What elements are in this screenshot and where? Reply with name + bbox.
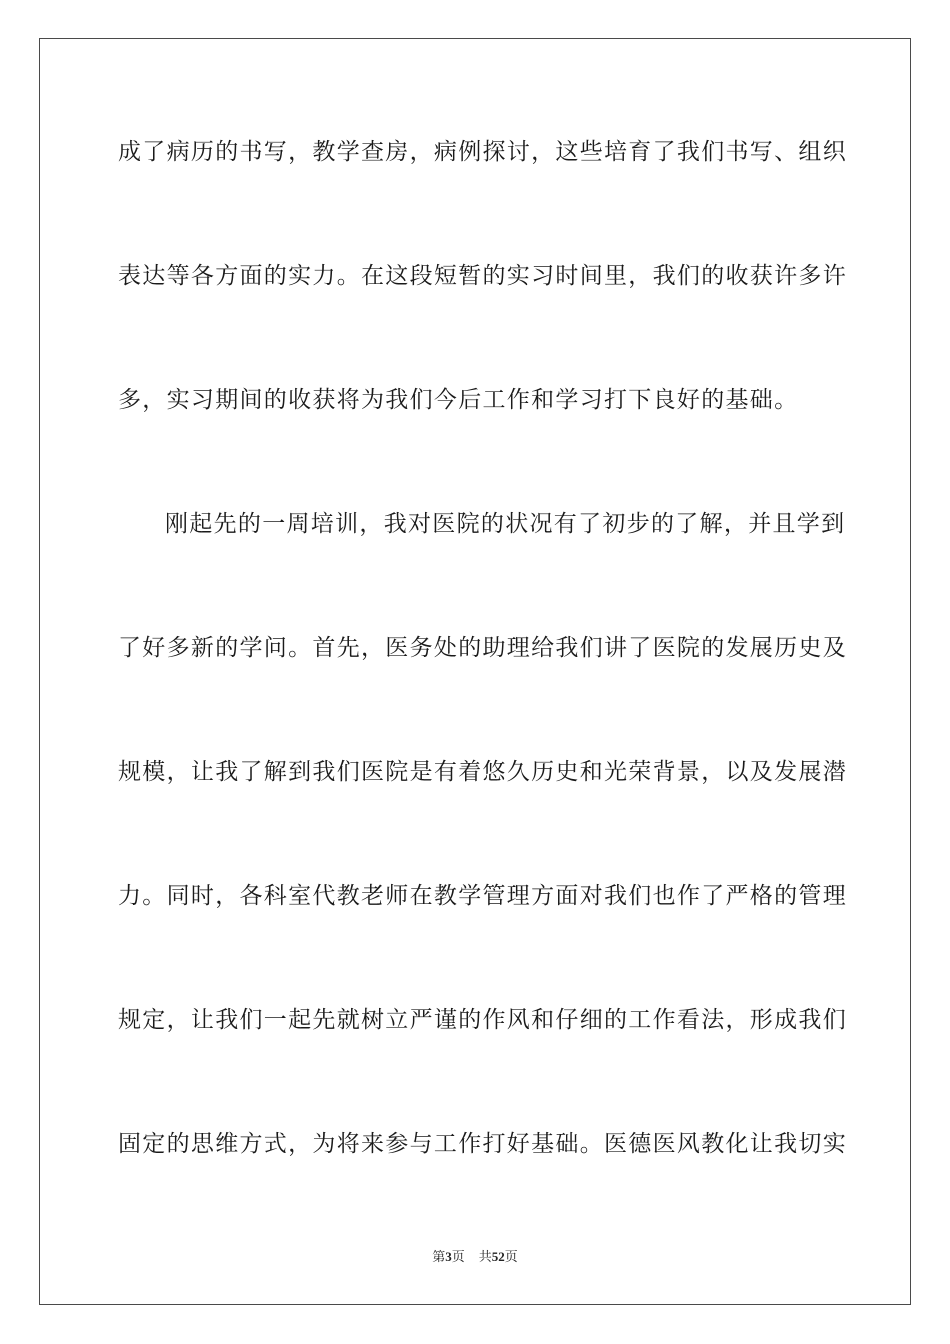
paragraph-line-2: 表达等各方面的实力。在这段短暂的实习时间里，我们的收获许多许 [118,263,847,289]
paragraph-line-4: 刚起先的一周培训，我对医院的状况有了初步的了解，并且学到 [165,511,846,537]
page-border [39,38,911,1305]
paragraph-line-1: 成了病历的书写，教学查房，病例探讨，这些培育了我们书写、组织 [118,139,847,165]
paragraph-line-3: 多，实习期间的收获将为我们今后工作和学习打下良好的基础。 [118,387,799,413]
total-pages-prefix: 共 [478,1250,492,1265]
page-number-prefix: 第 [432,1250,446,1265]
page-number: 3 [445,1249,452,1264]
total-pages: 52 [491,1249,505,1264]
total-pages-suffix: 页 [504,1250,518,1265]
page-number-suffix: 页 [451,1250,465,1265]
page-footer [0,1248,950,1267]
paragraph-line-6: 规模，让我了解到我们医院是有着悠久历史和光荣背景，以及发展潜 [118,759,847,785]
paragraph-line-8: 规定，让我们一起先就树立严谨的作风和仔细的工作看法，形成我们 [118,1007,847,1033]
paragraph-line-5: 了好多新的学问。首先，医务处的助理给我们讲了医院的发展历史及 [118,635,847,661]
paragraph-line-7: 力。同时，各科室代教老师在教学管理方面对我们也作了严格的管理 [118,883,847,909]
paragraph-line-9: 固定的思维方式，为将来参与工作打好基础。医德医风教化让我切实 [118,1131,847,1157]
